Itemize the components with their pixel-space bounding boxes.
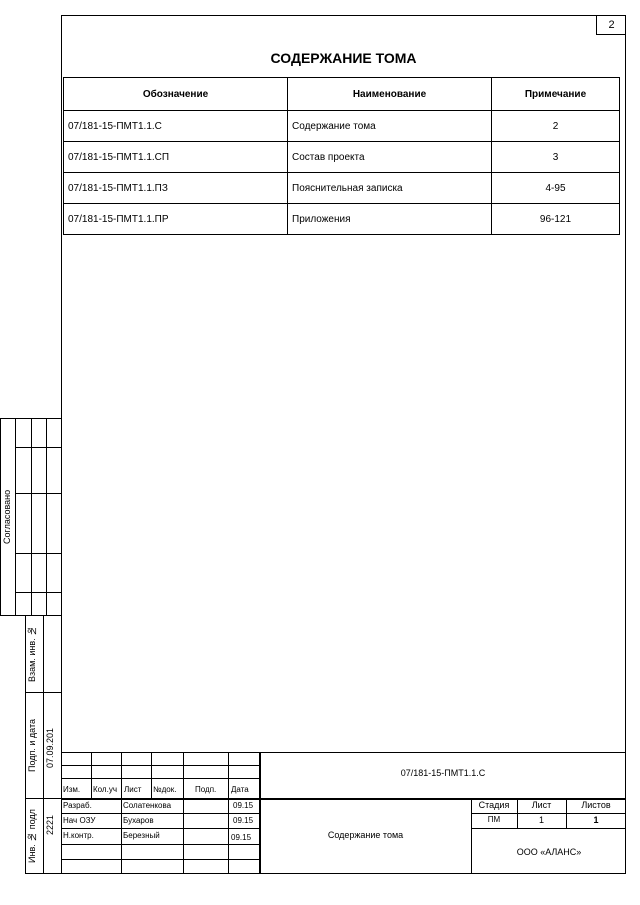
staff-role: Разраб. [63,801,92,810]
header-sheet: Лист [124,785,142,794]
header-docnum: №док. [153,785,177,794]
staff-name: Солатенкова [123,801,172,810]
header-note: Примечание [492,78,620,111]
row-name: Приложения [288,204,492,235]
agreed-label: Согласовано [2,489,12,545]
row-name: Пояснительная записка [288,173,492,204]
inv-original-label: Инв. № подл [27,809,37,863]
header-date: Дата [231,785,249,794]
page-title: СОДЕРЖАНИЕ ТОМА [270,50,417,66]
staff-date: 09.15 [233,816,254,825]
doc-name: Содержание тома [327,830,404,840]
header-designation: Обозначение [64,78,288,111]
sign-date-value: 07.09.201 [45,727,55,769]
company-name: ООО «АЛАНС» [516,847,582,857]
row-name: Состав проекта [288,142,492,173]
table-row [64,173,620,204]
header-change: Изм. [63,785,81,794]
staff-role: Нач ОЗУ [63,816,96,825]
sheet-value: 1 [538,815,544,825]
doc-code: 07/181-15-ПМТ1.1.С [400,768,486,778]
stage-value: ПМ [487,815,501,824]
table-row [64,111,620,142]
staff-role: Н.контр. [63,831,94,840]
sheet-label: Лист [531,800,552,810]
inv-replace-label: Взам. инв. № [27,625,37,683]
header-name: Наименование [288,78,492,111]
row-note: 4-95 [492,173,620,204]
row-note: 3 [492,142,620,173]
row-note: 2 [492,111,620,142]
row-note: 96-121 [492,204,620,235]
stage-label: Стадия [478,800,510,810]
sheets-value: 1 [593,815,599,825]
table-row [64,142,620,173]
sign-date-label: Подп. и дата [27,718,37,772]
table-row [64,204,620,235]
staff-date: 09.15 [231,833,252,842]
row-code: 07/181-15-ПМТ1.1.СП [64,142,288,173]
sheets-label: Листов [581,800,611,810]
header-sign: Подп. [195,785,217,794]
staff-name: Березный [123,831,160,840]
sheet-number: 2 [596,15,626,35]
contents-table [63,77,620,235]
staff-name: Бухаров [123,816,154,825]
row-code: 07/181-15-ПМТ1.1.ПЗ [64,173,288,204]
inv-original-value: 2221 [45,814,55,836]
row-name: Содержание тома [288,111,492,142]
row-code: 07/181-15-ПМТ1.1.С [64,111,288,142]
header-count: Кол.уч [93,785,117,794]
staff-date: 09.15 [233,801,254,810]
row-code: 07/181-15-ПМТ1.1.ПР [64,204,288,235]
table-header-row [64,78,620,111]
